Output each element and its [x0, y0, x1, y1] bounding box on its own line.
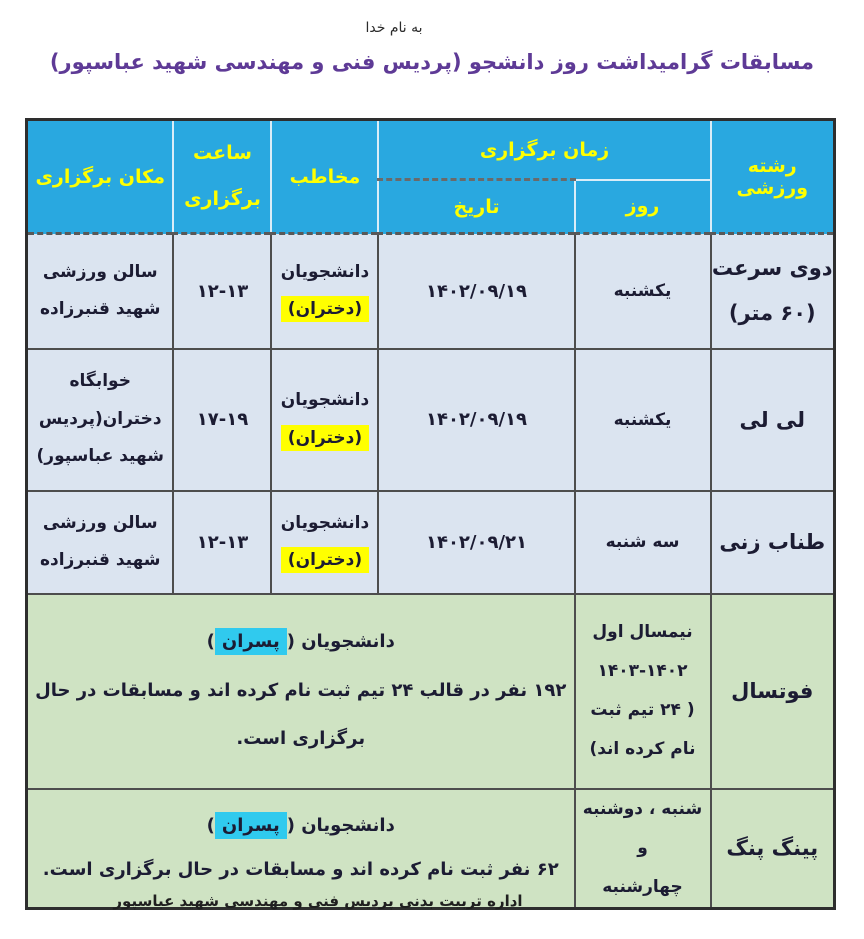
col-header-hour-line2: برگزاری: [184, 187, 261, 210]
sprint-sport-line1: دوی سرعت: [711, 256, 833, 281]
cell-pingpong-days: [575, 789, 711, 909]
cell-sprint-audience: [271, 234, 378, 349]
col-header-location: مکان برگزاری: [26, 120, 173, 234]
bismillah-text: به نام خدا: [365, 20, 423, 36]
table-row-futsal: [26, 594, 834, 789]
leyli-audience-line1: دانشجویان: [280, 390, 370, 411]
rope-audience-highlight: (دختران): [281, 547, 369, 573]
pingpong-days-line1: شنبه ، دوشنبه و: [582, 798, 703, 858]
cell-rope-day: سه شنبه: [575, 491, 711, 594]
pingpong-days-line2: چهارشنبه: [602, 876, 683, 897]
pingpong-detail-highlight: پسران: [215, 812, 287, 839]
col-header-audience: مخاطب: [271, 120, 378, 234]
futsal-schedule-line2: ۱۴۰۳-۱۴۰۲: [597, 660, 688, 681]
page-title: مسابقات گرامیداشت روز دانشجو (پردیس فنی و مهندسی شهید عباسپور): [49, 50, 815, 74]
cell-leyli-hours: ۱۷-۱۹: [173, 349, 271, 491]
futsal-detail-suffix: ): [206, 631, 215, 653]
leyli-location-line2: دختران(پردیس: [38, 408, 162, 429]
table-row-rope: [26, 491, 834, 594]
table-row-pingpong: [26, 789, 834, 909]
cell-sprint-sport: [711, 234, 835, 349]
sprint-sport-line2: (۶۰ متر): [728, 301, 816, 326]
cell-pingpong-sport: پینگ پنگ: [711, 789, 835, 909]
futsal-detail-line2: ۱۹۲ نفر در قالب ۲۴ تیم ثبت نام کرده اند و مسابقات در حال: [35, 679, 567, 701]
cell-leyli-sport: لی لی: [711, 349, 835, 491]
futsal-schedule-line1: نیمسال اول: [592, 621, 693, 642]
sprint-location-line2: شهید قنبرزاده: [39, 299, 161, 320]
header-row-main: [26, 120, 834, 180]
cell-sprint-date: ۱۴۰۲/۰۹/۱۹: [378, 234, 574, 349]
table-row-leyli: [26, 349, 834, 491]
cell-leyli-audience: [271, 349, 378, 491]
futsal-detail-prefix: دانشجویان (: [286, 631, 395, 653]
futsal-schedule-line4: نام کرده اند): [589, 739, 696, 760]
pingpong-detail-line1: [28, 804, 574, 848]
pingpong-detail-prefix: دانشجویان (: [286, 815, 395, 837]
cell-leyli-location: [26, 349, 173, 491]
rope-location-line1: سالن ورزشی: [42, 512, 158, 533]
cell-rope-hours: ۱۲-۱۳: [173, 491, 271, 594]
col-header-hour: [173, 120, 271, 234]
futsal-schedule-line3: ( ۲۴ تیم ثبت: [590, 700, 695, 720]
leyli-location-line3: شهید عباسپور): [36, 446, 164, 467]
leyli-location-line1: خوابگاه: [69, 371, 131, 392]
cell-pingpong-details: [26, 789, 574, 909]
cell-sprint-hours: ۱۲-۱۳: [173, 234, 271, 349]
col-header-hour-line1: ساعت: [193, 141, 252, 164]
cell-sprint-location: [26, 234, 173, 349]
cell-futsal-details: [26, 594, 574, 789]
cell-leyli-day: یکشنبه: [575, 349, 711, 491]
cell-futsal-schedule: [575, 594, 711, 789]
futsal-detail-line3: برگزاری است.: [236, 728, 366, 750]
pingpong-detail-suffix: ): [206, 815, 215, 837]
cell-futsal-sport: فوتسال: [711, 594, 835, 789]
cell-rope-audience: [271, 491, 378, 594]
schedule-table: [25, 118, 836, 910]
cell-sprint-day: یکشنبه: [575, 234, 711, 349]
rope-audience-line1: دانشجویان: [280, 512, 370, 533]
table-row-sprint: [26, 234, 834, 349]
leyli-audience-highlight: (دختران): [281, 425, 369, 451]
pingpong-detail-line2: ۶۲ نفر ثبت نام کرده اند و مسابقات در حال برگزاری است.: [42, 859, 559, 881]
cell-rope-sport: طناب زنی: [711, 491, 835, 594]
cell-leyli-date: ۱۴۰۲/۰۹/۱۹: [378, 349, 574, 491]
rope-location-line2: شهید قنبرزاده: [39, 550, 161, 570]
futsal-detail-highlight: پسران: [215, 628, 287, 655]
footer-note: اداره تربیت بدنی پردیس فنی و مهندسی شهید عباسپور: [113, 892, 523, 910]
col-header-time-group: زمان برگزاری: [378, 120, 710, 180]
col-header-day: روز: [575, 180, 711, 234]
col-header-sport: رشته ورزشی: [711, 120, 835, 234]
cell-rope-location: [26, 491, 173, 594]
sprint-audience-line1: دانشجویان: [280, 261, 370, 282]
futsal-detail-line1: [28, 618, 574, 667]
sprint-location-line1: سالن ورزشی: [42, 261, 158, 282]
sprint-audience-highlight: (دختران): [281, 296, 369, 322]
cell-rope-date: ۱۴۰۲/۰۹/۲۱: [378, 491, 574, 594]
col-header-date: تاریخ: [378, 180, 574, 234]
